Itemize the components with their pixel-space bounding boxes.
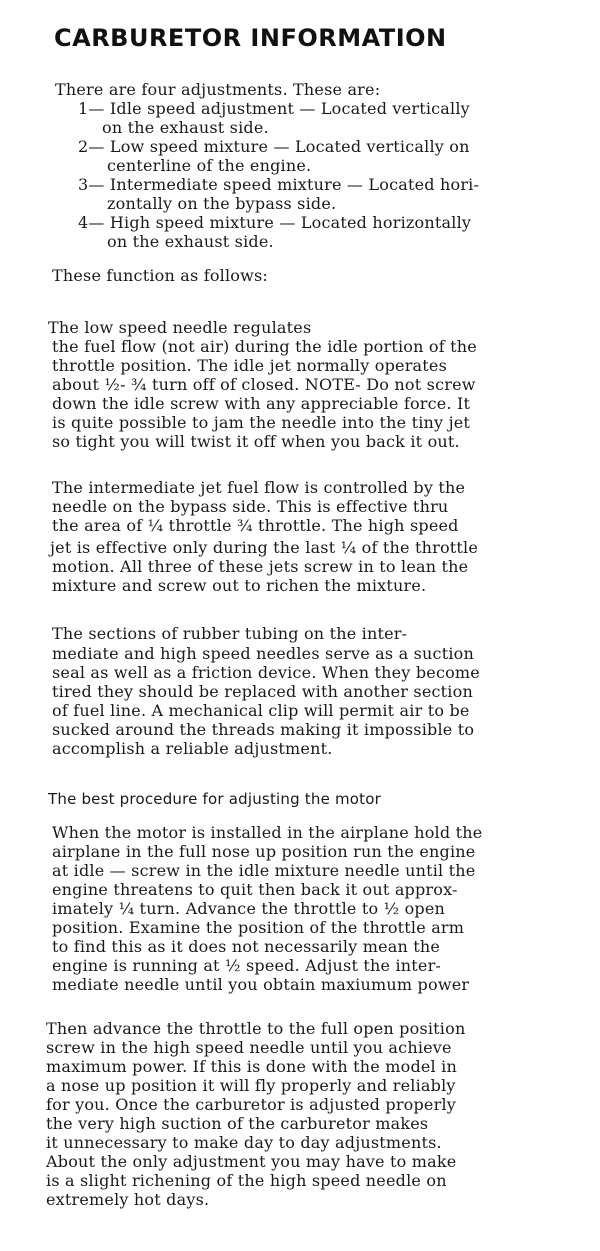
low-speed-line: The low speed needle regulates [48, 318, 312, 337]
tubing-line: of fuel line. A mechanical clip will permit air to be [52, 701, 470, 720]
procedure-line: imately ¼ turn. Advance the throttle to ½ open [52, 899, 446, 918]
final-line: it unnecessary to make day to day adjustments. [46, 1133, 442, 1152]
adjustment-3-cont: zontally on the bypass side. [107, 194, 337, 213]
low-speed-line: down the idle screw with any appreciable force. It [52, 394, 471, 413]
page-title: CARBURETOR INFORMATION [54, 24, 447, 52]
low-speed-line: throttle position. The idle jet normally operates [52, 356, 448, 375]
final-line: for you. Once the carburetor is adjusted properly [46, 1095, 457, 1114]
intermediate-line: motion. All three of these jets screw in to lean the [52, 557, 469, 576]
intro-text: There are four adjustments. These are: [55, 80, 381, 99]
adjustment-2-cont: centerline of the engine. [107, 156, 312, 175]
final-line: is a slight richening of the high speed needle on [46, 1171, 447, 1190]
intermediate-line: jet is effective only during the last ¼ of the throttle [50, 538, 479, 557]
tubing-line: tired they should be replaced with another section [52, 682, 473, 701]
procedure-line: mediate needle until you obtain maxiumum power [52, 975, 470, 994]
procedure-line: When the motor is installed in the airplane hold the [52, 823, 483, 842]
procedure-heading: The best procedure for adjusting the motor [48, 790, 381, 808]
procedure-line: at idle — screw in the idle mixture needle until the [52, 861, 476, 880]
tubing-line: seal as well as a friction device. When they become [52, 663, 480, 682]
procedure-line: engine threatens to quit then back it out approx- [52, 880, 458, 899]
tubing-line: mediate and high speed needles serve as a suction [52, 644, 474, 663]
adjustment-4-cont: on the exhaust side. [107, 232, 274, 251]
final-line: a nose up position it will fly properly and reliably [46, 1076, 456, 1095]
low-speed-line: so tight you will twist it off when you back it out. [52, 432, 460, 451]
tubing-line: accomplish a reliable adjustment. [52, 739, 333, 758]
function-heading: These function as follows: [52, 266, 269, 285]
adjustment-2: 2— Low speed mixture — Located vertically on [78, 137, 470, 156]
intermediate-line: The intermediate jet fuel flow is controlled by the [52, 478, 466, 497]
final-line: About the only adjustment you may have to make [46, 1152, 457, 1171]
procedure-line: to find this as it does not necessarily mean the [52, 937, 441, 956]
adjustment-4: 4— High speed mixture — Located horizontally [78, 213, 472, 232]
final-line: the very high suction of the carburetor makes [46, 1114, 429, 1133]
adjustment-3: 3— Intermediate speed mixture — Located hori- [78, 175, 480, 194]
adjustment-1-cont: on the exhaust side. [102, 118, 269, 137]
procedure-line: engine is running at ½ speed. Adjust the inter- [52, 956, 442, 975]
tubing-line: The sections of rubber tubing on the inter- [52, 624, 408, 643]
final-line: screw in the high speed needle until you achieve [46, 1038, 452, 1057]
intermediate-line: mixture and screw out to richen the mixture. [52, 576, 427, 595]
final-line: maximum power. If this is done with the model in [46, 1057, 457, 1076]
intermediate-line: the area of ¼ throttle ¾ throttle. The high speed [52, 516, 459, 535]
final-line: Then advance the throttle to the full open position [46, 1019, 466, 1038]
low-speed-line: about ½- ¾ turn off of closed. NOTE- Do not screw [52, 375, 476, 394]
low-speed-line: the fuel flow (not air) during the idle portion of the [52, 337, 477, 356]
tubing-line: sucked around the threads making it impossible to [52, 720, 475, 739]
procedure-line: airplane in the full nose up position run the engine [52, 842, 476, 861]
intermediate-line: needle on the bypass side. This is effective thru [52, 497, 449, 516]
adjustment-1: 1— Idle speed adjustment — Located vertically [78, 99, 470, 118]
procedure-line: position. Examine the position of the throttle arm [52, 918, 465, 937]
final-line: extremely hot days. [46, 1190, 210, 1209]
low-speed-line: is quite possible to jam the needle into the tiny jet [52, 413, 471, 432]
